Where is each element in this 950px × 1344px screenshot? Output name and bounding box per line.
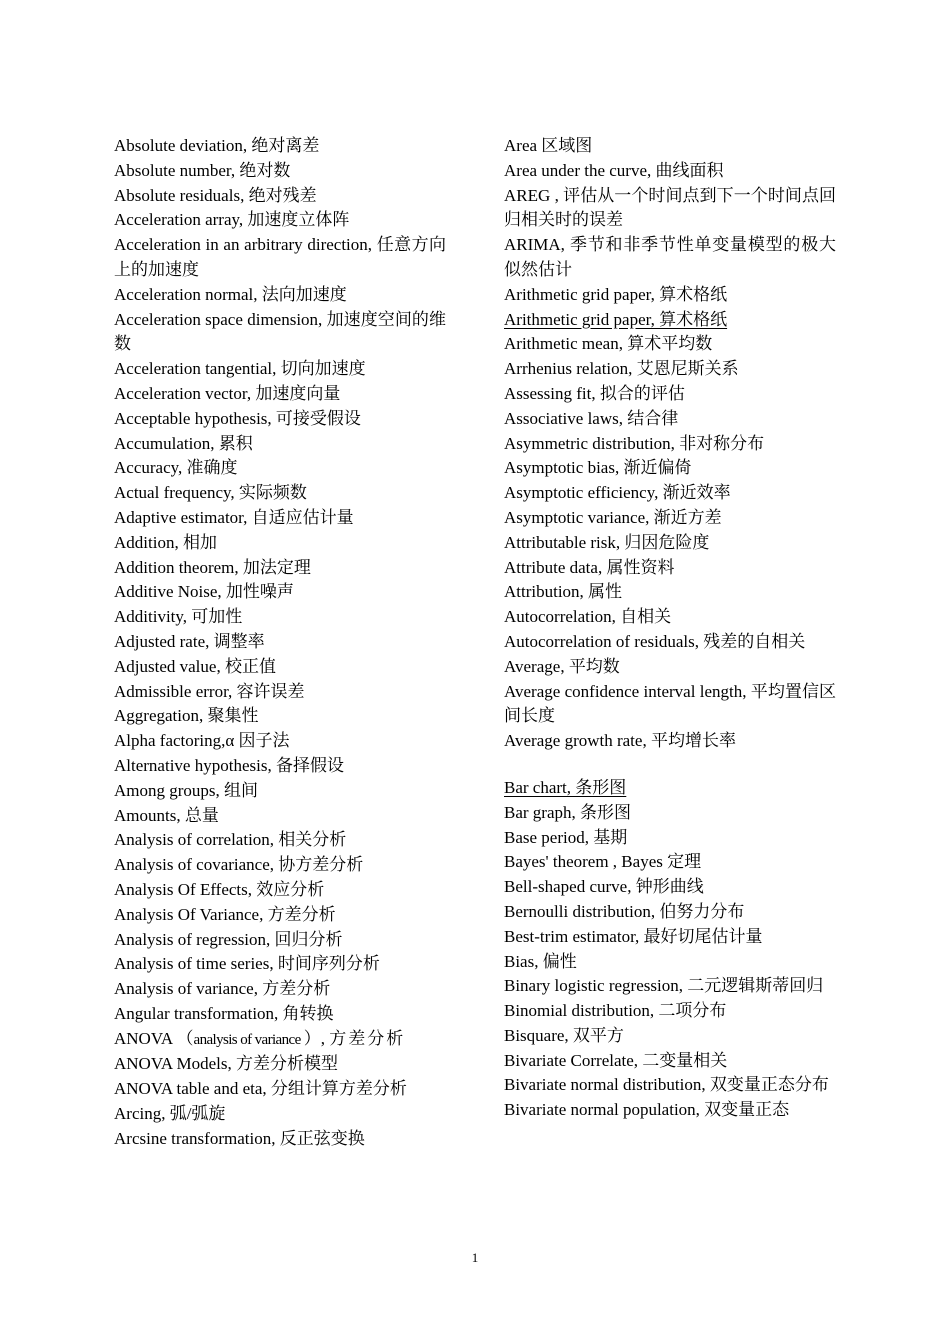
glossary-entry: Attribution, 属性	[504, 582, 623, 602]
glossary-entry: Alternative hypothesis, 备择假设	[114, 755, 344, 775]
glossary-entry: Actual frequency, 实际频数	[114, 483, 307, 503]
glossary-entry: Bivariate normal population, 双变量正态	[504, 1100, 790, 1120]
glossary-entry: Analysis of covariance, 协方差分析	[114, 855, 364, 875]
glossary-entry: Additivity, 可加性	[114, 607, 243, 627]
glossary-entry: ANOVA Models, 方差分析模型	[114, 1054, 339, 1074]
left-column	[114, 134, 446, 1152]
glossary-entry: Asymptotic bias, 渐近偏倚	[504, 458, 692, 478]
glossary-entry: Amounts, 总量	[114, 805, 219, 825]
glossary-entry: ANOVA （analysis of variance ）, 方差分析	[114, 1028, 406, 1048]
glossary-entry: Absolute residuals, 绝对残差	[114, 185, 317, 205]
glossary-entry: Bisquare, 双平方	[504, 1025, 624, 1045]
glossary-entry: Among groups, 组间	[114, 780, 259, 800]
glossary-entry: Bayes' theorem , Bayes 定理	[504, 852, 702, 872]
glossary-entry: Analysis of variance, 方差分析	[114, 979, 331, 999]
glossary-entry: Average confidence interval length, 平均置信区间长度	[504, 681, 836, 726]
glossary-entry: Bias, 偏性	[504, 951, 577, 971]
glossary-entry: Attribute data, 属性资料	[504, 557, 675, 577]
glossary-entry: Aggregation, 聚集性	[114, 706, 259, 726]
glossary-entry: Best-trim estimator, 最好切尾估计量	[504, 926, 763, 946]
glossary-entry: Analysis Of Variance, 方差分析	[114, 904, 336, 924]
glossary-entry: Asymptotic variance, 渐近方差	[504, 507, 722, 527]
glossary-entry: Addition, 相加	[114, 532, 217, 552]
glossary-entry: Acceleration normal, 法向加速度	[114, 284, 347, 304]
glossary-entry: Bivariate Correlate, 二变量相关	[504, 1050, 728, 1070]
glossary-entry: Acceleration array, 加速度立体阵	[114, 210, 350, 230]
glossary-entry: Alpha factoring,α 因子法	[114, 731, 290, 751]
glossary-entry: Base period, 基期	[504, 827, 628, 847]
page-number: 1	[471, 1250, 479, 1265]
glossary-entry: Arcsine transformation, 反正弦变换	[114, 1128, 365, 1148]
glossary-entry: Accuracy, 准确度	[114, 458, 238, 478]
glossary-entry: Absolute deviation, 绝对离差	[114, 136, 320, 155]
glossary-entry: Adjusted value, 校正值	[114, 656, 276, 676]
glossary-entry: Analysis of correlation, 相关分析	[114, 830, 347, 850]
glossary-entry: Binomial distribution, 二项分布	[504, 1001, 727, 1021]
glossary-entry: Addition theorem, 加法定理	[114, 557, 311, 577]
right-column	[504, 134, 836, 1123]
glossary-entry: Bivariate normal distribution, 双变量正态分布	[504, 1075, 829, 1095]
glossary-entry: Bar graph, 条形图	[504, 802, 632, 822]
glossary-entry: Associative laws, 结合律	[504, 408, 679, 428]
glossary-entry: Arithmetic grid paper, 算术格纸	[504, 284, 728, 304]
glossary-entry: Arrhenius relation, 艾恩尼斯关系	[504, 359, 739, 379]
glossary-entry: Absolute number, 绝对数	[114, 160, 291, 180]
glossary-entry: ARIMA, 季节和非季节性单变量模型的极大似然估计	[504, 235, 836, 279]
glossary-entry: Bell-shaped curve, 钟形曲线	[504, 877, 704, 897]
glossary-entry: Acceleration in an arbitrary direction, 任意方向上的加速度	[114, 235, 446, 279]
glossary-entry: Additive Noise, 加性噪声	[114, 582, 294, 602]
glossary-entry: Bernoulli distribution, 伯努力分布	[504, 901, 745, 921]
glossary-entry: Admissible error, 容许误差	[114, 681, 305, 701]
glossary-entry: Adaptive estimator, 自适应估计量	[114, 507, 354, 527]
glossary-entry: Arithmetic mean, 算术平均数	[504, 334, 713, 354]
glossary-entry: Assessing fit, 拟合的评估	[504, 383, 685, 403]
glossary-entry: AREG , 评估从一个时间点到下一个时间点回归相关时的误差	[504, 185, 836, 230]
glossary-entry: Adjusted rate, 调整率	[114, 631, 265, 651]
glossary-entry: Autocorrelation, 自相关	[504, 607, 672, 627]
glossary-entry: Binary logistic regression, 二元逻辑斯蒂回归	[504, 976, 824, 996]
glossary-entry: Analysis of regression, 回归分析	[114, 929, 343, 949]
glossary-entry: Acceleration space dimension, 加速度空间的维数	[114, 309, 446, 354]
glossary-entry: Arithmetic grid paper, 算术格纸	[504, 309, 728, 329]
glossary-entry: Autocorrelation of residuals, 残差的自相关	[504, 631, 806, 651]
glossary-entry: Acceleration vector, 加速度向量	[114, 383, 341, 403]
glossary-entry: Asymmetric distribution, 非对称分布	[504, 433, 765, 453]
glossary-entry: Area 区域图	[504, 136, 593, 155]
glossary-entry: Analysis Of Effects, 效应分析	[114, 879, 325, 899]
glossary-entry: Angular transformation, 角转换	[114, 1003, 334, 1023]
glossary-entry: Attributable risk, 归因危险度	[504, 532, 710, 552]
glossary-entry: Acceptable hypothesis, 可接受假设	[114, 408, 361, 428]
glossary-entry: ANOVA table and eta, 分组计算方差分析	[114, 1079, 407, 1099]
glossary-entry: Average, 平均数	[504, 656, 620, 676]
glossary-entry: Average growth rate, 平均增长率	[504, 731, 736, 751]
glossary-entry: Bar chart, 条形图	[504, 777, 627, 797]
glossary-entry: Acceleration tangential, 切向加速度	[114, 359, 366, 379]
glossary-entry: Accumulation, 累积	[114, 433, 253, 453]
glossary-entry: Analysis of time series, 时间序列分析	[114, 954, 380, 974]
glossary-entry: Arcing, 弧/弧旋	[114, 1104, 226, 1124]
glossary-entry: Area under the curve, 曲线面积	[504, 160, 724, 180]
glossary-entry: Asymptotic efficiency, 渐近效率	[504, 483, 731, 503]
